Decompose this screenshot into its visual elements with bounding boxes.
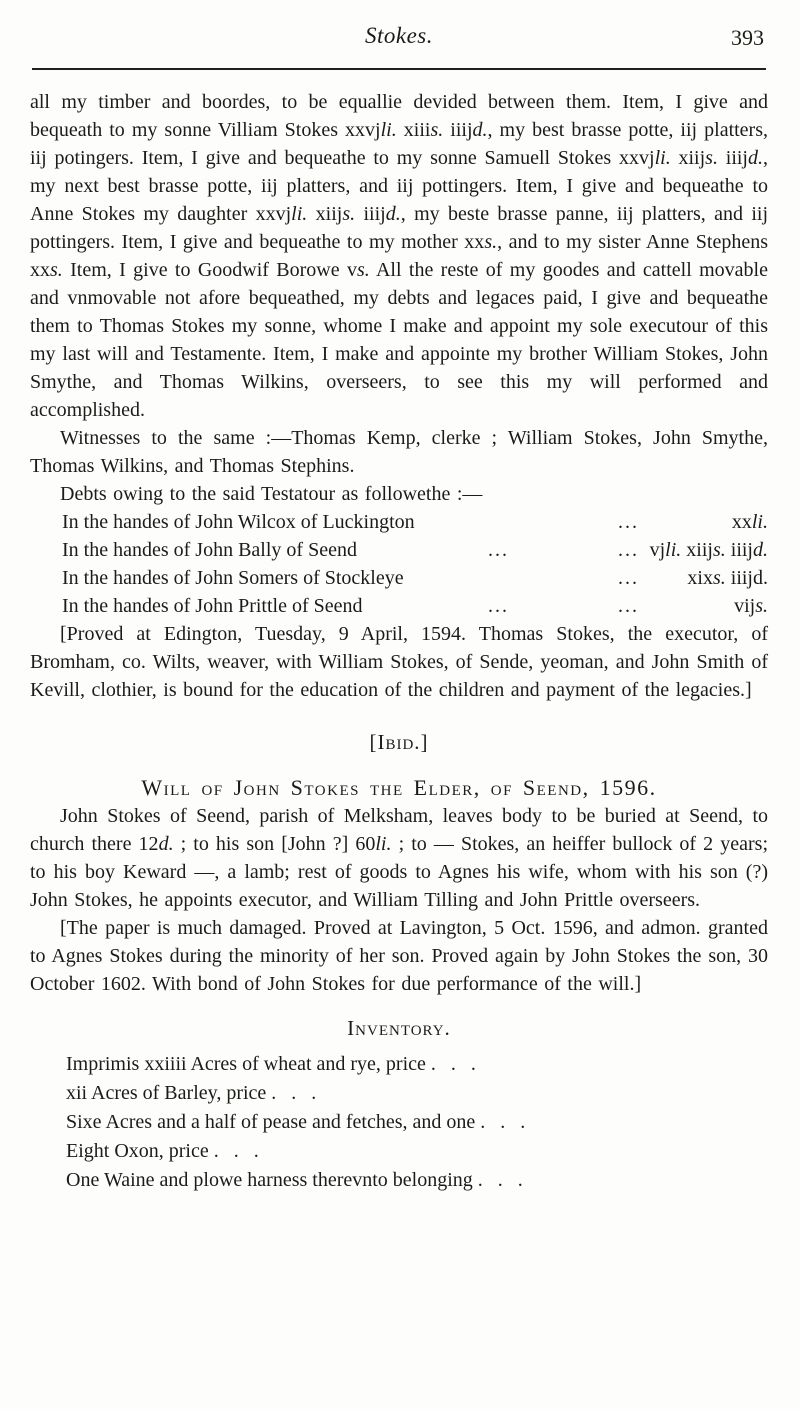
text-segment: xix (687, 567, 713, 589)
text-segment: vij (734, 595, 756, 617)
currency-abbrev: s. (356, 259, 370, 281)
text-segment: iiij (725, 539, 753, 561)
text-segment: iiijd. (725, 567, 768, 589)
inventory-item: Eight Oxon, price . . . (66, 1140, 259, 1162)
text-segment: , my beste brasse panne, iij platters, and iij pottingers. Item, I give and bequeathe to my mother xx (30, 203, 769, 253)
debt-amount (734, 592, 768, 620)
text-segment: , and to my sister Anne Stephens xx (30, 231, 768, 281)
currency-abbrev: s. (755, 595, 768, 617)
text-segment: iiij (717, 147, 748, 169)
text-segment: xx (731, 511, 752, 533)
text-segment: ; to his son [John ?] 60 (173, 833, 376, 855)
text-segment: all my timber and boordes, to be equallie devided between them. Item, I give and bequeath to my sonne Villiam Stokes xxvj (30, 91, 768, 141)
text-segment: xiij (681, 539, 713, 561)
page-number: 393 (731, 25, 764, 50)
currency-abbrev: s. (712, 539, 726, 561)
debt-row-wilcox (30, 508, 768, 536)
debts-list (30, 508, 768, 620)
currency-abbrev: s. (430, 119, 444, 141)
debt-row-somers (30, 564, 768, 592)
damaged-note: [The paper is much damaged. Proved at Lavington, 5 Oct. 1596, and admon. granted to Agnes Stokes during the minority of her son. Proved again by John Stokes the son, 30 October 1602. With bond of John Stokes for due performance of the will.] (30, 917, 768, 995)
currency-abbrev: li. (654, 147, 671, 169)
inventory-item: One Waine and plowe harness therevnto belonging . . . (66, 1169, 523, 1191)
debts-intro: Debts owing to the said Testatour as followethe :— (60, 483, 483, 505)
currency-abbrev: s. (705, 147, 718, 169)
currency-abbrev: li. (380, 119, 397, 141)
text-segment: vj (649, 539, 666, 561)
text-segment: xiij (670, 147, 706, 169)
debt-label: In the handes of John Prittle of Seend (62, 595, 363, 617)
debt-row-bally (30, 536, 768, 564)
currency-abbrev: s. (484, 231, 498, 253)
inventory-item: Sixe Acres and a half of pease and fetches, and one . . . (66, 1111, 526, 1133)
dot-leader: ... (618, 511, 639, 533)
currency-abbrev: d. (748, 147, 763, 169)
dot-leader: ... (488, 595, 509, 617)
debt-row-prittle (30, 592, 768, 620)
text-segment: All the reste of my goodes and cattell movable and vnmovable not afore bequeathed, my debts and legaces paid, I give and bequeathe them to Thomas Stokes my sonne, whome I make and appoint my sole executour of this my last will and Testamente. Item, I make and appointe my brother William Stokes, John Smythe, and Thomas Wilkins, overseers, to see this my will performed and accomplished. (30, 259, 768, 421)
currency-abbrev: d. (385, 203, 401, 225)
debt-amount (650, 536, 768, 564)
debt-label: In the handes of John Bally of Seend (62, 539, 357, 561)
will-thomas-body-paragraph (30, 88, 768, 424)
dot-leader: ... (618, 595, 639, 617)
debt-label: In the handes of John Somers of Stockleye (62, 567, 404, 589)
debt-amount (687, 564, 768, 592)
will-john-heading: Will of John Stokes the Elder, of Seend, 1596. (141, 775, 657, 800)
dot-leader: ... (488, 539, 509, 561)
probate-note: [Proved at Edington, Tuesday, 9 April, 1594. Thomas Stokes, the executor, of Bromham, co. Wilts, weaver, with William Stokes, of Sende, yeoman, and John Smith of Kevill, clothier, is bound for the education of the children and payment of the legacies.] (30, 623, 768, 701)
debt-amount (732, 508, 768, 536)
header-rule (32, 68, 766, 70)
page-body (30, 88, 768, 1195)
dot-leader: ... (618, 567, 639, 589)
ibid-heading: [Ibid.] (369, 730, 429, 754)
text-segment: Item, I give to Goodwif Borowe v (62, 259, 357, 281)
currency-abbrev: li. (291, 203, 308, 225)
debt-label: In the handes of John Wilcox of Luckington (62, 511, 415, 533)
currency-abbrev: s. (342, 203, 356, 225)
dot-leader: ... (618, 539, 639, 561)
text-segment: ; to — Stokes, an heiffer bullock of 2 years; to his boy Keward —, a lamb; rest of goods to Agnes his wife, whom with his son (?) John Stokes, he appoints executor, and William Tilling and John Prittle overseers. (30, 833, 769, 911)
running-title: Stokes. (364, 23, 433, 48)
currency-abbrev: d. (158, 833, 174, 855)
witnesses-paragraph: Witnesses to the same :—Thomas Kemp, clerke ; William Stokes, John Smythe, Thomas Wilkins, and Thomas Stephins. (30, 427, 768, 477)
currency-abbrev: s. (712, 567, 726, 589)
text-segment: iiij (355, 203, 386, 225)
will-john-body-paragraph (30, 802, 768, 914)
currency-abbrev: s. (50, 259, 63, 281)
currency-abbrev: li. (665, 539, 682, 561)
inventory-heading: Inventory. (347, 1016, 451, 1040)
text-segment: John Stokes of Seend, parish of Melksham, leaves body to be buried at Seend, to church there 12 (30, 805, 768, 855)
currency-abbrev: li. (751, 511, 768, 533)
inventory-item: Imprimis xxiiii Acres of wheat and rye, price . . . (66, 1053, 476, 1075)
page-header (30, 22, 768, 56)
currency-abbrev: d. (472, 119, 488, 141)
currency-abbrev: d. (753, 539, 768, 561)
inventory-item: xii Acres of Barley, price . . . (66, 1082, 317, 1104)
text-segment: xiii (396, 119, 431, 141)
text-segment: , my best brasse potte, iij platters, iij potingers. Item, I give and bequeathe to my sonne Samuell Stokes xxvj (30, 119, 769, 169)
text-segment: xiij (307, 203, 343, 225)
inventory-list (30, 1050, 768, 1195)
currency-abbrev: li. (375, 833, 392, 855)
text-segment: iiij (443, 119, 473, 141)
text-segment: , my next best brasse potte, iij platters, and iij pottingers. Item, I give and bequeathe to Anne Stokes my daughter xxvj (30, 147, 768, 225)
